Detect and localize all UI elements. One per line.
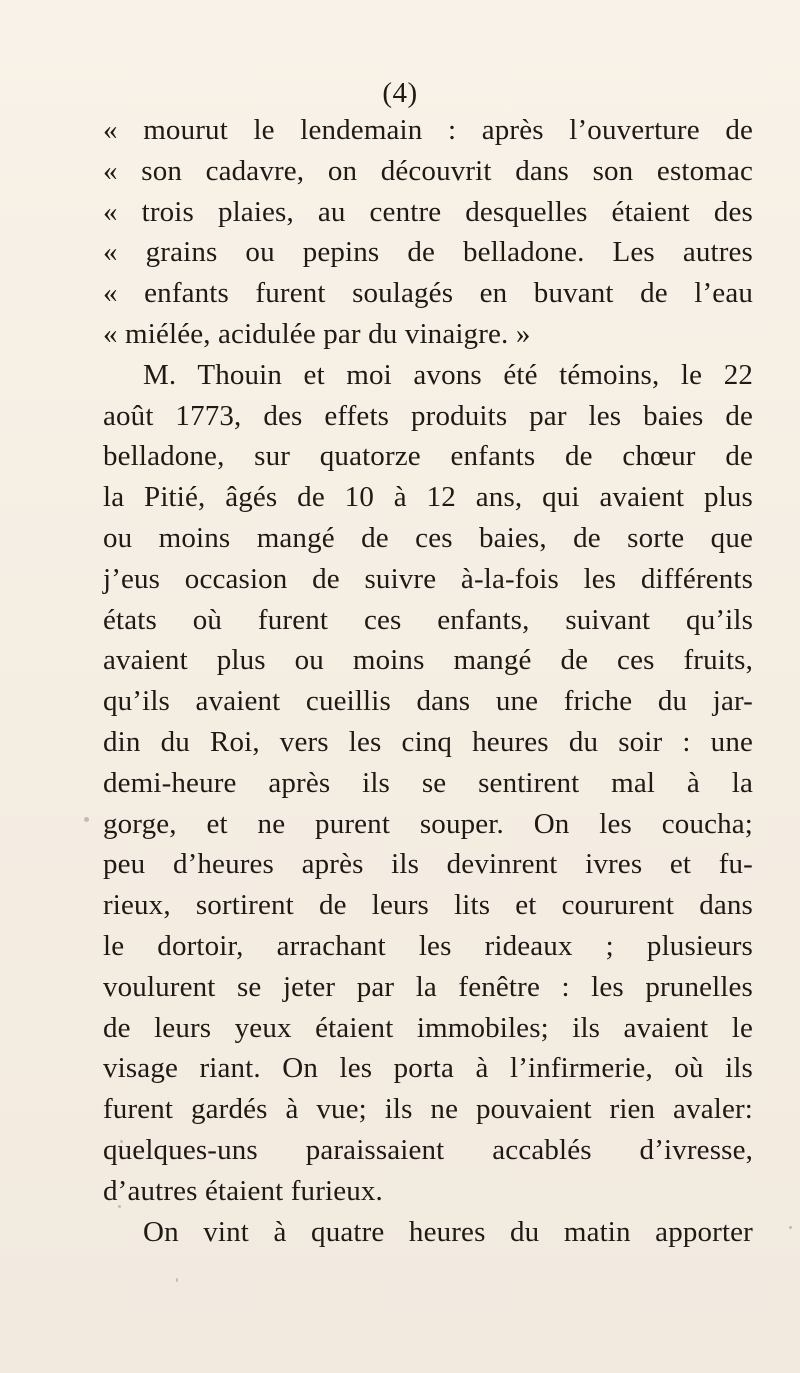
body-text	[103, 110, 753, 1252]
text-line: états où furent ces enfants, suivant qu’ils	[103, 603, 753, 636]
text-line: din du Roi, vers les cinq heures du soir : une	[103, 725, 753, 758]
text-line: peu d’heures après ils devinrent ivres et fu-	[103, 848, 753, 881]
text-line: le dortoir, arrachant les rideaux ; plusieurs	[103, 929, 753, 962]
text-line: furent gardés à vue; ils ne pouvaient rien avaler:	[103, 1093, 753, 1126]
text-line: belladone, sur quatorze enfants de chœur de	[103, 440, 753, 473]
paper-speck	[118, 1205, 121, 1208]
text-line: « son cadavre, on découvrit dans son estomac	[103, 154, 753, 187]
text-line: visage riant. On les porta à l’infirmerie, où ils	[103, 1052, 753, 1085]
text-line: rieux, sortirent de leurs lits et coururent dans	[103, 889, 753, 922]
paper-speck	[120, 1140, 123, 1143]
text-line: qu’ils avaient cueillis dans une friche du jar-	[103, 685, 753, 718]
text-line: « grains ou pepins de belladone. Les autres	[103, 236, 753, 269]
text-line: M. Thouin et moi avons été témoins, le 22	[143, 358, 753, 391]
paper-speck	[789, 1226, 792, 1229]
text-line: j’eus occasion de suivre à-la-fois les différents	[103, 562, 753, 595]
text-line: août 1773, des effets produits par les baies de	[103, 399, 753, 432]
text-line: demi-heure après ils se sentirent mal à la	[103, 766, 753, 799]
text-line: « miélée, acidulée par du vinaigre. »	[103, 317, 531, 350]
text-line: « trois plaies, au centre desquelles étaient des	[103, 195, 753, 228]
text-line: de leurs yeux étaient immobiles; ils avaient le	[103, 1011, 753, 1044]
text-line: ou moins mangé de ces baies, de sorte que	[103, 521, 753, 554]
text-line: voulurent se jeter par la fenêtre : les prunelles	[103, 970, 753, 1003]
text-line: la Pitié, âgés de 10 à 12 ans, qui avaient plus	[103, 481, 753, 514]
text-line: « mourut le lendemain : après l’ouverture de	[103, 114, 753, 146]
paper-speck	[84, 817, 89, 822]
text-line: gorge, et ne purent souper. On les coucha;	[103, 807, 753, 840]
text-line: avaient plus ou moins mangé de ces fruits,	[103, 644, 753, 677]
text-line: d’autres étaient furieux.	[103, 1174, 383, 1207]
page-number: (4)	[382, 77, 418, 109]
text-line: « enfants furent soulagés en buvant de l’eau	[103, 277, 753, 310]
text-line: quelques-uns paraissaient accablés d’ivresse,	[103, 1133, 753, 1166]
paper-speck	[176, 1278, 178, 1282]
text-line: On vint à quatre heures du matin apporter	[143, 1215, 753, 1248]
